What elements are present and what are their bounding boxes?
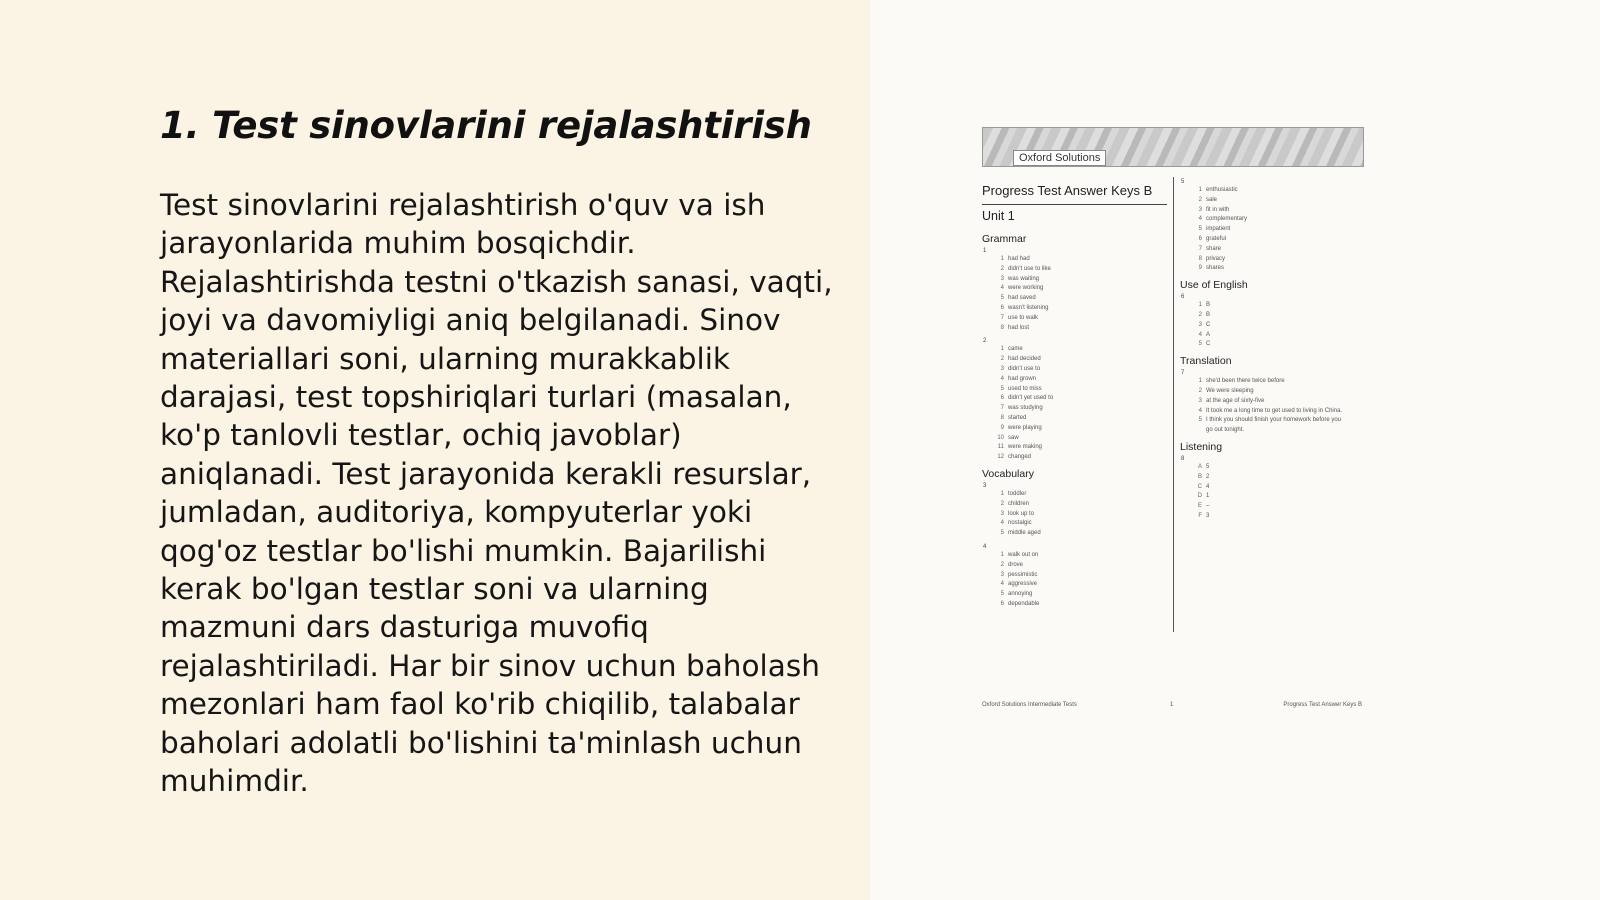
answer-item-number: E (1197, 503, 1202, 510)
answer-item-number: F (1198, 512, 1202, 519)
answer-item-text: had lost (1008, 324, 1030, 331)
answer-item-number: 2 (1000, 265, 1004, 272)
answer-item-text: use to walk (1008, 314, 1039, 321)
answer-item-text: 3 (1206, 512, 1210, 519)
answer-item (994, 600, 1167, 610)
answer-list (1180, 301, 1365, 350)
answer-item (994, 519, 1167, 529)
answer-item-text: annoying (1008, 591, 1033, 598)
answer-item-text: nostalgic (1008, 520, 1032, 527)
answer-item-number: 5 (1000, 385, 1004, 392)
answer-item-number: 8 (1000, 324, 1004, 331)
answer-item-text: – (1206, 503, 1210, 510)
answer-list (982, 551, 1167, 610)
answer-item-number: 4 (1198, 407, 1202, 414)
answer-item-number: 1 (1000, 490, 1004, 497)
answer-item-number: 1 (1198, 302, 1202, 309)
answer-item (994, 424, 1167, 434)
answer-item (994, 434, 1167, 444)
answer-item-text: B (1206, 311, 1211, 318)
exercise-number: 3 (983, 482, 987, 489)
answer-item-number: 6 (1198, 235, 1202, 242)
answer-item (994, 590, 1167, 600)
answer-item-text: 5 (1206, 463, 1210, 470)
answer-item (1192, 331, 1365, 341)
document-unit-heading: Unit 1 (982, 209, 1015, 223)
document-banner (982, 127, 1364, 167)
answer-item-number: 8 (1000, 414, 1004, 421)
answer-item-number: 11 (997, 444, 1004, 451)
answer-item-number: 4 (1000, 375, 1004, 382)
answer-item-text: complementary (1206, 216, 1248, 223)
answer-item (1192, 426, 1365, 436)
answer-item-text: saw (1008, 434, 1019, 441)
document-brand-label: Oxford Solutions (1013, 150, 1106, 166)
answer-list (1180, 377, 1365, 436)
answer-item-text: didn't use to like (1008, 265, 1051, 272)
exercise-number: 6 (1181, 294, 1185, 301)
use-of-english-heading: Use of English (1180, 279, 1248, 292)
answer-item-text: grateful (1206, 235, 1227, 242)
answer-item-text: she'd been there twice before (1206, 378, 1285, 385)
answer-item (1192, 397, 1365, 407)
answer-item-text: were playing (1008, 424, 1042, 431)
answer-item-text: sale (1206, 196, 1218, 203)
answer-item-number: 2 (1198, 311, 1202, 318)
answer-item-number: 2 (1000, 500, 1004, 507)
answer-item-number: 10 (997, 434, 1004, 441)
answer-item-number: 9 (1000, 424, 1004, 431)
answer-item (1192, 321, 1365, 331)
answer-item-text: A (1206, 331, 1211, 338)
answer-list (1180, 463, 1365, 522)
answer-item-number: 5 (1198, 226, 1202, 233)
answer-item (1192, 340, 1365, 350)
answer-item-text: had decided (1008, 356, 1041, 363)
answer-item (1192, 407, 1365, 417)
answer-item (994, 355, 1167, 365)
answer-item (994, 284, 1167, 294)
answer-item (1192, 311, 1365, 321)
answer-item-text: walk out on (1008, 551, 1039, 558)
answer-list (982, 345, 1167, 463)
answer-item-number: 4 (1000, 285, 1004, 292)
answer-item-number: 4 (1198, 216, 1202, 223)
answer-item (1192, 473, 1365, 483)
slide-title: 1. Test sinovlarini rejalashtirish (160, 104, 812, 147)
answer-item (994, 294, 1167, 304)
answer-item-number: 5 (1000, 591, 1004, 598)
translation-heading: Translation (1180, 355, 1232, 368)
slide-body-text: Test sinovlarini rejalashtirish o'quv va ish jarayonlarida muhim bosqichdir. Rejalashtirishda testni o'tkazish sanasi, vaqti, joyi va davomiyligi aniq belgilanadi. Sinov materiallari soni, ularning murakkablik darajasi, test topshiriqlari turlari (masalan, ko'p tanlovli testlar, ochiq javoblar) aniqlanadi. Test jarayonida kerakli resurslar, jumladan, auditoriya, kompyuterlar yoki qog'oz testlar bo'lishi mumkin. Bajarilishi kerak bo'lgan testlar soni va ularning mazmuni dars dasturiga muvofiq rejalashtiriladi. Har bir sinov uchun baholash mezonlari ham faol ko'rib chiqilib, talabalar baholari adolatli bo'lishini ta'minlash uchun muhimdir. (160, 188, 833, 799)
answer-item-number: 7 (1000, 314, 1004, 321)
exercise-number: 7 (1181, 370, 1185, 377)
exercise-number: 1 (983, 248, 987, 254)
answer-item-text: share (1206, 245, 1222, 252)
answer-item (994, 571, 1167, 581)
column-divider (1173, 177, 1174, 632)
answer-item-number: 7 (1198, 245, 1202, 252)
answer-item (1192, 377, 1365, 387)
answer-item-number: 2 (1000, 561, 1004, 568)
answer-item-text: C (1206, 341, 1211, 348)
answer-item-text: I think you should finish your homework before you (1206, 417, 1342, 424)
answer-item (994, 404, 1167, 414)
answer-list (1180, 186, 1365, 274)
answer-item-text: was waiting (1008, 275, 1040, 282)
answer-item-number: 2 (1000, 356, 1004, 363)
answer-item-number: 2 (1198, 387, 1202, 394)
answer-item (1192, 463, 1365, 473)
answer-item-number: 6 (1000, 600, 1004, 607)
answer-item-number: 1 (1198, 378, 1202, 385)
answer-item-text: B (1206, 302, 1211, 309)
answer-item-number: 5 (1000, 530, 1004, 537)
answer-item (1192, 245, 1365, 255)
answer-item-text: at the age of sixty-five (1206, 397, 1265, 404)
answer-item-text: started (1008, 414, 1027, 421)
listening-heading: Listening (1180, 440, 1223, 453)
answer-item-number: 1 (1000, 256, 1004, 262)
answer-item (1192, 196, 1365, 206)
answer-item-text: wasn't listening (1008, 304, 1049, 311)
answer-item-text: didn't yet used to (1008, 395, 1054, 402)
answer-item-text: were working (1008, 285, 1044, 292)
answer-item-text: had saved (1008, 295, 1036, 302)
answer-item (994, 414, 1167, 424)
answer-item-number: D (1197, 493, 1202, 500)
answer-item (994, 375, 1167, 385)
answer-item-number: 3 (1000, 365, 1004, 372)
answer-item-text: impatient (1206, 226, 1231, 233)
answer-item-text: was studying (1008, 405, 1043, 412)
answer-item-text: shares (1206, 265, 1225, 272)
answer-item (994, 551, 1167, 561)
answer-item-number: 3 (1198, 397, 1202, 404)
answer-item-text: middle aged (1008, 530, 1041, 537)
answer-item (1192, 264, 1365, 274)
document-left-column (982, 183, 1167, 615)
answer-item (994, 443, 1167, 453)
answer-item-number: 1 (1000, 346, 1004, 353)
document-footer-right: Progress Test Answer Keys B (1283, 702, 1362, 708)
answer-item-number: 3 (1000, 510, 1004, 517)
answer-item-text: 1 (1206, 493, 1210, 500)
answer-item (1192, 502, 1365, 512)
answer-item (994, 453, 1167, 463)
answer-item (994, 580, 1167, 590)
answer-item-text: 4 (1206, 483, 1210, 490)
exercise-number: 5 (1181, 179, 1185, 185)
answer-item-number: A (1197, 463, 1202, 470)
answer-item-number: 12 (997, 454, 1004, 461)
document-footer-page: 1 (1170, 702, 1174, 708)
answer-item-text: came (1008, 346, 1023, 353)
answer-item (1192, 255, 1365, 265)
answer-item (994, 490, 1167, 500)
answer-item-number: 2 (1198, 196, 1202, 203)
answer-item-text: look up to (1008, 510, 1035, 517)
answer-item (994, 365, 1167, 375)
answer-item-text: had had (1008, 256, 1030, 262)
answer-item-number: 5 (1198, 417, 1202, 424)
answer-item-text: go out tonight. (1206, 427, 1245, 434)
answer-key-document-image (982, 127, 1362, 717)
grammar-heading: Grammar (982, 233, 1027, 245)
answer-item-number: 1 (1000, 551, 1004, 558)
answer-item-number: 9 (1198, 265, 1202, 272)
answer-item (994, 324, 1167, 334)
answer-item-text: privacy (1206, 255, 1226, 262)
answer-item (1192, 492, 1365, 502)
answer-item-text: It took me a long time to get used to living in China. (1206, 407, 1343, 414)
answer-item-text: children (1008, 500, 1030, 507)
document-footer-left: Oxford Solutions Intermediate Tests (982, 702, 1077, 708)
answer-item (1192, 225, 1365, 235)
answer-item (1192, 387, 1365, 397)
answer-item-number: 3 (1000, 275, 1004, 282)
answer-item (1192, 186, 1365, 196)
answer-item-text: pessimistic (1008, 571, 1038, 578)
answer-item-text: C (1206, 321, 1211, 328)
answer-item (994, 385, 1167, 395)
answer-item-text: drove (1008, 561, 1024, 568)
answer-item-text: had grown (1008, 375, 1037, 382)
answer-item (994, 345, 1167, 355)
answer-item-number: 1 (1198, 187, 1202, 193)
answer-item-number: 7 (1000, 405, 1004, 412)
answer-item-text: We were sleeping (1206, 387, 1254, 394)
answer-item-text: changed (1008, 454, 1032, 461)
answer-item-number: 4 (1000, 581, 1004, 588)
answer-item-number: 4 (1198, 331, 1202, 338)
answer-list (982, 490, 1167, 539)
exercise-number: 8 (1181, 455, 1185, 462)
exercise-number: 4 (983, 543, 987, 550)
answer-item-text: 2 (1206, 473, 1210, 480)
answer-item (994, 265, 1167, 275)
answer-item-text: didn't use to (1008, 365, 1041, 372)
answer-item-text: enthusiastic (1206, 187, 1238, 193)
answer-item (994, 304, 1167, 314)
answer-item-number: 3 (1198, 206, 1202, 213)
answer-item-number: 3 (1198, 321, 1202, 328)
answer-item-text: toddler (1008, 490, 1027, 497)
document-title: Progress Test Answer Keys B (982, 183, 1167, 205)
answer-item-number: 6 (1000, 304, 1004, 311)
answer-item-text: were making (1008, 444, 1043, 451)
answer-item (994, 510, 1167, 520)
answer-item (994, 561, 1167, 571)
answer-item-text: used to miss (1008, 385, 1042, 392)
answer-item-number: 5 (1198, 341, 1202, 348)
answer-item-number: 6 (1000, 395, 1004, 402)
answer-item-number: C (1197, 483, 1202, 490)
answer-item-number: B (1197, 473, 1202, 480)
answer-item (994, 529, 1167, 539)
answer-item-text: fit in with (1206, 206, 1230, 213)
answer-item (994, 394, 1167, 404)
answer-item (994, 275, 1167, 285)
vocabulary-heading: Vocabulary (982, 467, 1034, 480)
answer-item-number: 4 (1000, 520, 1004, 527)
answer-item-text: dependable (1008, 600, 1040, 607)
answer-item (1192, 206, 1365, 216)
answer-item-text: aggressive (1008, 581, 1038, 588)
answer-item (1192, 235, 1365, 245)
answer-item (994, 255, 1167, 265)
answer-list (982, 255, 1167, 333)
answer-item-number: 3 (1000, 571, 1004, 578)
answer-item (1192, 416, 1365, 426)
document-right-column (1180, 177, 1365, 527)
answer-item (1192, 215, 1365, 225)
answer-item (1192, 301, 1365, 311)
answer-item-number: 5 (1000, 295, 1004, 302)
answer-item (994, 314, 1167, 324)
answer-item (1192, 483, 1365, 493)
answer-item (994, 500, 1167, 510)
answer-item (1192, 512, 1365, 522)
answer-item-number: 8 (1198, 255, 1202, 262)
exercise-number: 2 (983, 338, 987, 345)
